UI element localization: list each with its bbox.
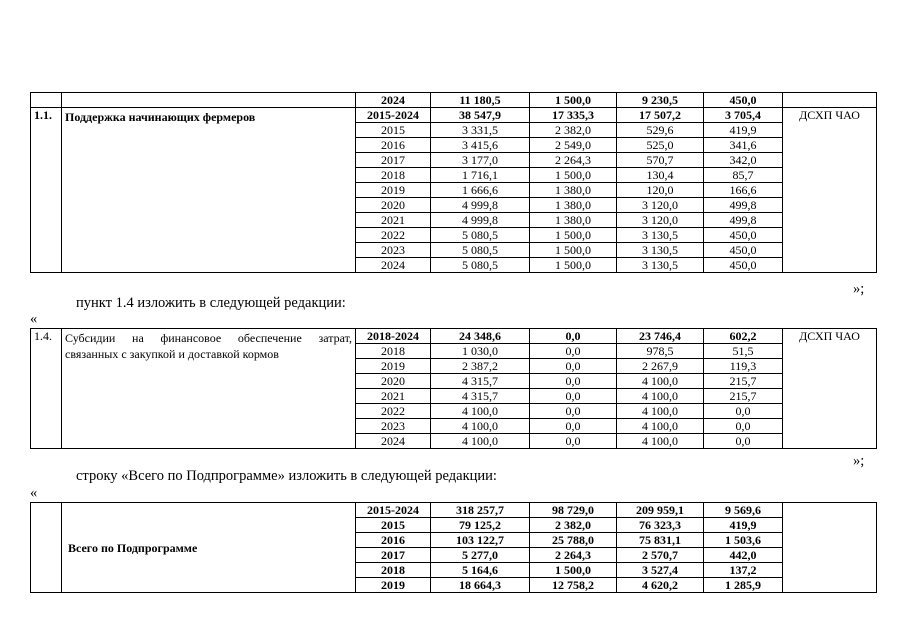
table-cell: 0,0 <box>530 419 617 434</box>
table-cell: 2020 <box>356 374 431 389</box>
table-cell: 4 100,0 <box>431 419 530 434</box>
table-cell: 450,0 <box>704 258 783 273</box>
table-row-prev-2024 <box>31 93 877 108</box>
table-cell: 17 507,2 <box>617 108 704 123</box>
table-cell: 419,9 <box>704 518 783 533</box>
item-number: 1.1. <box>31 108 62 273</box>
table-cell: 1 716,1 <box>431 168 530 183</box>
table-cell: 2023 <box>356 419 431 434</box>
table-subprogram-total <box>30 502 877 593</box>
item-number: 1.4. <box>31 329 62 449</box>
table-cell: 3 130,5 <box>617 258 704 273</box>
table-cell: 0,0 <box>704 404 783 419</box>
table-cell: 2015 <box>356 123 431 138</box>
table-row-total <box>31 503 877 518</box>
table-cell: 23 746,4 <box>617 329 704 344</box>
table-row-total <box>31 108 877 123</box>
table-cell: 9 569,6 <box>704 503 783 518</box>
table-cell: 2 267,9 <box>617 359 704 374</box>
table-measure-1-1 <box>30 92 877 273</box>
table-cell: 4 999,8 <box>431 198 530 213</box>
table-cell: 1 500,0 <box>530 258 617 273</box>
table-cell: 4 315,7 <box>431 389 530 404</box>
table-cell: 2 382,0 <box>530 518 617 533</box>
table-cell: 0,0 <box>530 329 617 344</box>
table-cell: 2017 <box>356 153 431 168</box>
table-cell: 51,5 <box>704 344 783 359</box>
table-cell: 2015-2024 <box>356 108 431 123</box>
table-cell <box>31 503 62 593</box>
table-cell: 1 380,0 <box>530 213 617 228</box>
table-cell: 4 100,0 <box>617 434 704 449</box>
table-cell: 166,6 <box>704 183 783 198</box>
opening-quote: « <box>30 485 38 501</box>
table-cell: 215,7 <box>704 374 783 389</box>
table-cell: 2023 <box>356 243 431 258</box>
table-cell: 2022 <box>356 228 431 243</box>
table-cell: 450,0 <box>704 228 783 243</box>
table-cell: 1 666,6 <box>431 183 530 198</box>
table-cell: 450,0 <box>704 243 783 258</box>
table-cell: 3 415,6 <box>431 138 530 153</box>
table-cell: 12 758,2 <box>530 578 617 593</box>
item-description: Субсидии на финансовое обеспечение затрат, связанных с закупкой и доставкой кормов <box>62 329 356 449</box>
table-cell: 2 549,0 <box>530 138 617 153</box>
table-cell: 2019 <box>356 183 431 198</box>
table-cell: 0,0 <box>530 359 617 374</box>
table-cell: 24 348,6 <box>431 329 530 344</box>
table-cell: 2 382,0 <box>530 123 617 138</box>
table-cell: 450,0 <box>704 93 783 108</box>
table-cell <box>783 503 877 593</box>
table-cell: 3 130,5 <box>617 228 704 243</box>
table-cell: 1 500,0 <box>530 243 617 258</box>
table-cell: 1 500,0 <box>530 168 617 183</box>
table-cell: 5 080,5 <box>431 243 530 258</box>
table-row-total <box>31 329 877 344</box>
table-cell: 11 180,5 <box>431 93 530 108</box>
table-cell: 120,0 <box>617 183 704 198</box>
table-cell: 1 380,0 <box>530 198 617 213</box>
table-cell: 529,6 <box>617 123 704 138</box>
table-cell: 215,7 <box>704 389 783 404</box>
table-cell: 4 620,2 <box>617 578 704 593</box>
table-cell: 341,6 <box>704 138 783 153</box>
table-cell: 2021 <box>356 389 431 404</box>
table-cell: 38 547,9 <box>431 108 530 123</box>
opening-quote: « <box>30 311 38 327</box>
table-cell: 2016 <box>356 138 431 153</box>
table-cell: 5 080,5 <box>431 258 530 273</box>
closing-quote: »; <box>853 281 865 297</box>
table-cell: 2016 <box>356 533 431 548</box>
table-cell: 1 503,6 <box>704 533 783 548</box>
table-cell: 2015-2024 <box>356 503 431 518</box>
table-cell: 342,0 <box>704 153 783 168</box>
table-cell: 4 100,0 <box>617 419 704 434</box>
table-cell: 2 570,7 <box>617 548 704 563</box>
table-cell: 3 120,0 <box>617 213 704 228</box>
table-cell: 4 999,8 <box>431 213 530 228</box>
table-cell: 2019 <box>356 359 431 374</box>
item-description: Поддержка начинающих фермеров <box>62 108 356 273</box>
table-cell: 525,0 <box>617 138 704 153</box>
table-cell: 3 705,4 <box>704 108 783 123</box>
table-cell: 2 264,3 <box>530 548 617 563</box>
table-cell: 0,0 <box>704 434 783 449</box>
table-cell: 419,9 <box>704 123 783 138</box>
table-cell <box>31 93 62 108</box>
table-cell: 499,8 <box>704 198 783 213</box>
table-cell: 4 100,0 <box>617 389 704 404</box>
table-cell: 2 264,3 <box>530 153 617 168</box>
table-cell: 98 729,0 <box>530 503 617 518</box>
table-cell: 103 122,7 <box>431 533 530 548</box>
table-cell: 0,0 <box>530 374 617 389</box>
responsible-org: ДСХП ЧАО <box>783 329 877 449</box>
table-cell: 2017 <box>356 548 431 563</box>
table-cell: 1 285,9 <box>704 578 783 593</box>
table-cell: 4 100,0 <box>431 434 530 449</box>
table-cell: 499,8 <box>704 213 783 228</box>
table-cell: 2 387,2 <box>431 359 530 374</box>
table-cell: 79 125,2 <box>431 518 530 533</box>
table-cell: 2024 <box>356 93 431 108</box>
table-cell: 5 164,6 <box>431 563 530 578</box>
table-cell: 0,0 <box>530 389 617 404</box>
table-cell: 209 959,1 <box>617 503 704 518</box>
table-cell: 2018-2024 <box>356 329 431 344</box>
table-cell: 602,2 <box>704 329 783 344</box>
table-cell: 1 030,0 <box>431 344 530 359</box>
total-label: Всего по Подпрограмме <box>62 503 356 593</box>
closing-quote: »; <box>853 453 865 469</box>
table-cell: 137,2 <box>704 563 783 578</box>
table-cell: 2015 <box>356 518 431 533</box>
table-cell: 25 788,0 <box>530 533 617 548</box>
table-cell: 3 130,5 <box>617 243 704 258</box>
table-cell <box>62 93 356 108</box>
table-cell: 978,5 <box>617 344 704 359</box>
table-measure-1-4 <box>30 328 877 449</box>
table-cell: 0,0 <box>530 434 617 449</box>
table-cell: 3 177,0 <box>431 153 530 168</box>
table-cell: 75 831,1 <box>617 533 704 548</box>
table-cell: 119,3 <box>704 359 783 374</box>
table-cell: 2019 <box>356 578 431 593</box>
table-cell <box>783 93 877 108</box>
table-cell: 442,0 <box>704 548 783 563</box>
table-cell: 318 257,7 <box>431 503 530 518</box>
table-cell: 130,4 <box>617 168 704 183</box>
table-cell: 2021 <box>356 213 431 228</box>
table-cell: 4 100,0 <box>617 404 704 419</box>
table-cell: 2018 <box>356 344 431 359</box>
table-cell: 2024 <box>356 434 431 449</box>
table-cell: 2018 <box>356 168 431 183</box>
table-cell: 4 100,0 <box>617 374 704 389</box>
table-cell: 18 664,3 <box>431 578 530 593</box>
table-cell: 9 230,5 <box>617 93 704 108</box>
table-cell: 570,7 <box>617 153 704 168</box>
table-cell: 1 500,0 <box>530 93 617 108</box>
table-cell: 2020 <box>356 198 431 213</box>
table-cell: 4 315,7 <box>431 374 530 389</box>
table-cell: 0,0 <box>704 419 783 434</box>
table-cell: 2022 <box>356 404 431 419</box>
table-cell: 1 500,0 <box>530 563 617 578</box>
table-cell: 5 277,0 <box>431 548 530 563</box>
table-cell: 1 500,0 <box>530 228 617 243</box>
table-cell: 1 380,0 <box>530 183 617 198</box>
responsible-org: ДСХП ЧАО <box>783 108 877 273</box>
table-cell: 3 120,0 <box>617 198 704 213</box>
table-cell: 3 331,5 <box>431 123 530 138</box>
paragraph-text: строку «Всего по Подпрограмме» изложить в следующей редакции: <box>76 468 497 484</box>
table-cell: 0,0 <box>530 344 617 359</box>
table-cell: 5 080,5 <box>431 228 530 243</box>
table-cell: 17 335,3 <box>530 108 617 123</box>
table-cell: 2018 <box>356 563 431 578</box>
table-cell: 4 100,0 <box>431 404 530 419</box>
table-cell: 76 323,3 <box>617 518 704 533</box>
paragraph-text: пункт 1.4 изложить в следующей редакции: <box>76 295 346 311</box>
table-cell: 2024 <box>356 258 431 273</box>
table-cell: 3 527,4 <box>617 563 704 578</box>
table-cell: 0,0 <box>530 404 617 419</box>
table-cell: 85,7 <box>704 168 783 183</box>
